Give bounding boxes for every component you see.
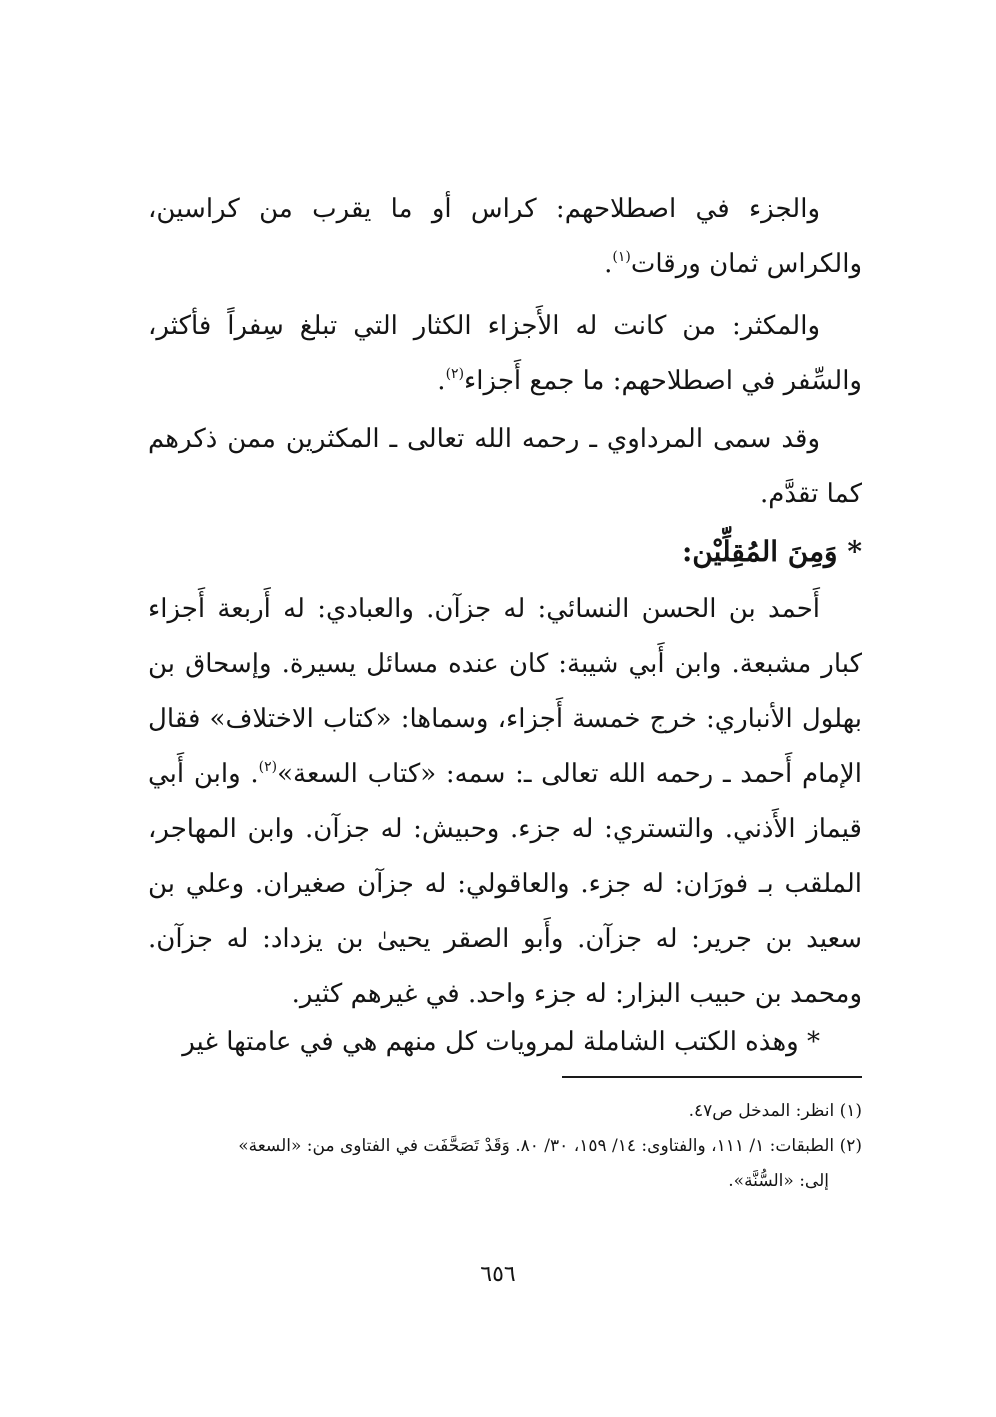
paragraph-text: وهذه الكتب الشاملة لمرويات كل منهم هي في عامتها غير [182,1027,799,1057]
footnote-number: (١) [839,1101,862,1121]
footnote-reference: (٢) [258,759,278,775]
page-number: ٦٥٦ [480,1262,516,1287]
paragraph-end: . [437,366,446,396]
paragraph-muqillin-list [148,582,862,1022]
footnotes [148,1094,862,1199]
paragraph-mardawi [148,412,862,522]
footnote-reference: (١) [612,249,631,265]
paragraph-text-continued: . وابن أَبي قيماز الأَذني. والتستري: له جزء. وحبيش: له جزآن. وابن المهاجر، الملقب بـ فورَان: له جزء. والعاقولي: له جزآن صغيران. وعلي بن سعيد بن جرير: له جزآن. وأَبو الصقر يحيىٰ بن يزداد: له جزآن. ومحمد بن حبيب البزار: له جزء واحد. في غيرهم كثير. [148,759,862,1009]
heading-text: وَمِنَ المُقِلِّيْن: [681,535,838,568]
asterisk-marker: * [847,535,862,568]
footnote-separator [562,1076,862,1078]
paragraph-end: . [604,249,613,279]
footnote-text: الطبقات: ١/ ١١١، والفتاوى: ١٤/ ١٥٩، ٣٠/ ٨٠. وَقَدْ تَصَحَّفَت في الفتاوى من: «السعة» [238,1136,835,1156]
paragraph-text: أَحمد بن الحسن النسائي: له جزآن. والعبادي: له أَربعة أَجزاء كبار مشبعة. وابن أَبي شيبة: كان عنده مسائل يسيرة. وإسحاق بن بهلول الأنباري: خرج خمسة أَجزاء، وسماها: «كتاب الاختلاف» فقال الإمام أَحمد ـ رحمه الله تعالى ـ: سمه: «كتاب السعة» [148,594,862,789]
footnote-text: انظر: المدخل ص٤٧. [688,1101,835,1121]
footnote-number: (٢) [839,1136,862,1156]
section-heading [148,527,862,577]
paragraph-mukthir-definition [148,299,862,409]
asterisk-marker: * [807,1027,820,1057]
paragraph-text: والمكثر: من كانت له الأَجزاء الكثار التي تبلغ سِفراً فأكثر، والسِّفر في اصطلاحهم: ما جمع أَجزاء [148,311,862,396]
footnote-text-continued: إلى: «السُّنَّة». [728,1171,829,1191]
paragraph-juz-definition [148,182,862,292]
footnote-1 [148,1094,862,1129]
paragraph-comprehensive-books [148,1015,862,1070]
paragraph-text: والجزء في اصطلاحهم: كراس أو ما يقرب من كراسين، والكراس ثمان ورقات [148,194,862,279]
footnote-reference: (٢) [445,366,465,382]
footnote-2 [148,1129,862,1199]
paragraph-text: وقد سمى المرداوي ـ رحمه الله تعالى ـ المكثرين ممن ذكرهم كما تقدَّم. [148,424,862,509]
